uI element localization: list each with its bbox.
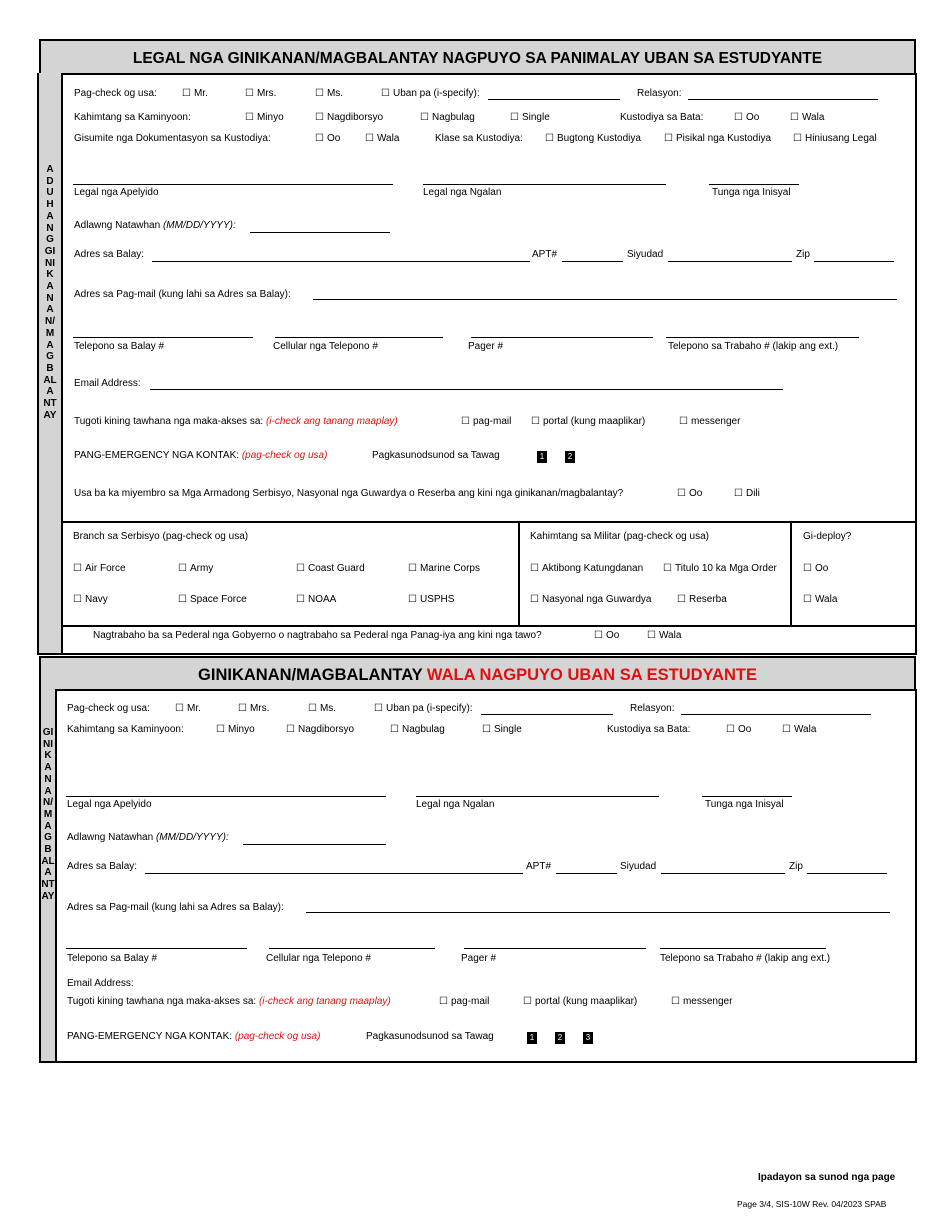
s1-federal-question: Nagtrabaho ba sa Pederal nga Gobyerno o nagtrabaho sa Pederal nga Panag-iya ang kini nga tawo?	[93, 630, 542, 641]
s1-hiniusang-checkbox[interactable]: ☐ Hiniusang Legal	[793, 133, 877, 145]
s1-army-checkbox[interactable]: ☐ Army	[178, 563, 213, 575]
s1-cell-label: Cellular nga Telepono #	[273, 341, 378, 352]
s2-first-name-input[interactable]	[416, 796, 659, 797]
s1-home-phone-input[interactable]	[73, 337, 253, 338]
s2-order-1-checkbox[interactable]: 1	[527, 1032, 537, 1044]
s2-order-2-checkbox[interactable]: 2	[555, 1032, 565, 1044]
s1-apt-input[interactable]	[562, 261, 623, 262]
s2-order-label: Pagkasunodsunod sa Tawag	[366, 1031, 494, 1042]
s1-messenger-checkbox[interactable]: ☐ messenger	[679, 416, 740, 428]
s2-dob-text: Adlawng Natawhan	[67, 832, 154, 843]
s2-relasyon-input[interactable]	[681, 714, 871, 715]
s2-messenger-checkbox[interactable]: ☐ messenger	[671, 996, 732, 1008]
s2-custody-wala-checkbox[interactable]: ☐ Wala	[782, 724, 816, 736]
s1-access-label	[74, 416, 398, 428]
s1-custody-type-label: Klase sa Kustodiya:	[435, 133, 523, 144]
section1-title: LEGAL NGA GINIKANAN/MAGBALANTAY NAGPUYO SA PANIMALAY UBAN SA ESTUDYANTE	[132, 50, 823, 67]
section2-title-black: GINIKANAN/MAGBALANTAY	[198, 666, 423, 684]
s1-relasyon-label: Relasyon:	[637, 88, 682, 99]
s2-middle-input[interactable]	[702, 796, 792, 797]
s1-deployed-wala-checkbox[interactable]: ☐ Wala	[803, 594, 837, 606]
s2-emergency-note: (pag-check og usa)	[234, 1031, 321, 1042]
s1-nagbulag-checkbox[interactable]: ☐ Nagbulag	[420, 112, 475, 124]
s2-access-text: Tugoti kining tawhana nga maka-akses sa:	[67, 996, 257, 1007]
s2-middle-label: Tunga nga Inisyal	[705, 799, 784, 810]
s1-apt-label: APT#	[532, 249, 558, 260]
s2-apt-input[interactable]	[556, 873, 617, 874]
s1-pager-label: Pager #	[468, 341, 504, 352]
s1-space-force-checkbox[interactable]: ☐ Space Force	[178, 594, 247, 606]
s1-mr-checkbox[interactable]: ☐ Mr.	[182, 88, 208, 100]
s2-other-input[interactable]	[481, 714, 613, 715]
s2-minyo-checkbox[interactable]: ☐ Minyo	[216, 724, 255, 736]
s1-mrs-checkbox[interactable]: ☐ Mrs.	[245, 88, 276, 100]
s2-nagbulag-checkbox[interactable]: ☐ Nagbulag	[390, 724, 445, 736]
page-info: Page 3/4, SIS-10W Rev. 04/2023 SPAB	[737, 1199, 887, 1209]
s2-single-checkbox[interactable]: ☐ Single	[482, 724, 522, 736]
s2-home-phone-label: Telepono sa Balay #	[67, 953, 158, 964]
s1-military-oo-checkbox[interactable]: ☐ Oo	[677, 488, 702, 500]
section2-header	[39, 656, 916, 691]
section2-vertical-text: GINIKANAN/MAGBALANTAY	[41, 727, 55, 902]
s1-email-input[interactable]	[150, 389, 783, 390]
s2-order-3-checkbox[interactable]: 3	[583, 1032, 593, 1044]
s2-mr-checkbox[interactable]: ☐ Mr.	[175, 703, 201, 715]
s1-active-checkbox[interactable]: ☐ Aktibong Katungdanan	[530, 563, 643, 575]
s1-military-question: Usa ba ka miyembro sa Mga Armadong Serbisyo, Nasyonal nga Guwardya o Reserba ang kini nga ginikanan/magbalantay?	[74, 488, 624, 499]
s1-home-addr-label: Adres sa Balay:	[74, 249, 145, 260]
s1-other-checkbox[interactable]: ☐ Uban pa (i-specify):	[381, 88, 480, 100]
s1-city-input[interactable]	[668, 261, 792, 262]
s2-relasyon-label: Relasyon:	[630, 703, 675, 714]
s2-work-phone-label: Telepono sa Trabaho # (lakip ang ext.)	[660, 953, 831, 964]
s1-pisikal-checkbox[interactable]: ☐ Pisikal nga Kustodiya	[664, 133, 771, 145]
s1-zip-input[interactable]	[814, 261, 894, 262]
s2-other-checkbox[interactable]: ☐ Uban pa (i-specify):	[374, 703, 473, 715]
s1-federal-wala-checkbox[interactable]: ☐ Wala	[647, 630, 681, 642]
s1-mil-status-label: Kahimtang sa Militar (pag-check og usa)	[530, 531, 709, 542]
s1-order-2-checkbox[interactable]: 2	[565, 451, 575, 463]
s1-email-label: Email Address:	[74, 378, 141, 389]
s1-work-phone-input[interactable]	[666, 337, 859, 338]
s1-minyo-checkbox[interactable]: ☐ Minyo	[245, 112, 284, 124]
s1-last-name-label: Legal nga Apelyido	[74, 187, 159, 198]
s2-home-phone-input[interactable]	[66, 948, 247, 949]
s2-zip-label: Zip	[789, 861, 803, 872]
s1-emergency-label	[74, 450, 327, 462]
s1-cell-input[interactable]	[275, 337, 443, 338]
s1-pagmail-checkbox[interactable]: ☐ pag-mail	[461, 416, 511, 428]
s2-mrs-checkbox[interactable]: ☐ Mrs.	[238, 703, 269, 715]
s2-pager-label: Pager #	[461, 953, 497, 964]
s1-portal-checkbox[interactable]: ☐ portal (kung maaplikar)	[531, 416, 645, 428]
s2-nagdiborsyo-checkbox[interactable]: ☐ Nagdiborsyo	[286, 724, 354, 736]
s1-dob-label	[74, 220, 236, 232]
s1-air-force-checkbox[interactable]: ☐ Air Force	[73, 563, 126, 575]
s1-branch-label: Branch sa Serbisyo (pag-check og usa)	[73, 531, 249, 542]
s2-last-name-label: Legal nga Apelyido	[67, 799, 152, 810]
s2-order-boxes	[527, 1032, 611, 1044]
s2-dob-format: (MM/DD/YYYY):	[155, 832, 229, 843]
s2-home-addr-label: Adres sa Balay:	[67, 861, 138, 872]
s1-zip-label: Zip	[796, 249, 810, 260]
s2-pager-input[interactable]	[464, 948, 646, 949]
s1-city-label: Siyudad	[627, 249, 664, 260]
s1-national-guard-checkbox[interactable]: ☐ Nasyonal nga Guwardya	[530, 594, 651, 606]
s1-access-note: (i-check ang tanang maaplay)	[265, 416, 398, 427]
s1-docs-oo-checkbox[interactable]: ☐ Oo	[315, 133, 340, 145]
s2-city-input[interactable]	[661, 873, 785, 874]
s1-single-checkbox[interactable]: ☐ Single	[510, 112, 550, 124]
s1-custody-docs-label: Gisumite nga Dokumentasyon sa Kustodiya:	[74, 133, 271, 144]
s1-order-boxes	[537, 451, 593, 463]
s1-relasyon-input[interactable]	[688, 99, 878, 100]
s1-middle-label: Tunga nga Inisyal	[712, 187, 791, 198]
s1-dob-format: (MM/DD/YYYY):	[162, 220, 236, 231]
s1-last-name-input[interactable]	[73, 184, 393, 185]
s2-email-label: Email Address:	[67, 978, 134, 989]
s2-emergency-label	[67, 1031, 320, 1043]
s2-dob-label	[67, 832, 229, 844]
s1-navy-checkbox[interactable]: ☐ Navy	[73, 594, 108, 606]
s1-work-phone-label: Telepono sa Trabaho # (lakip ang ext.)	[668, 341, 839, 352]
s2-custody-oo-checkbox[interactable]: ☐ Oo	[726, 724, 751, 736]
s2-zip-input[interactable]	[807, 873, 887, 874]
s2-marital-label: Kahimtang sa Kaminyoon:	[67, 724, 184, 735]
s1-access-text: Tugoti kining tawhana nga maka-akses sa:	[74, 416, 264, 427]
s2-mail-addr-label: Adres sa Pag-mail (kung lahi sa Adres sa Balay):	[67, 902, 284, 913]
s1-first-name-input[interactable]	[423, 184, 666, 185]
s1-first-name-label: Legal nga Ngalan	[423, 187, 502, 198]
s2-city-label: Siyudad	[620, 861, 657, 872]
s1-docs-wala-checkbox[interactable]: ☐ Wala	[365, 133, 399, 145]
s1-usphs-checkbox[interactable]: ☐ USPHS	[408, 594, 454, 606]
s1-mail-addr-label: Adres sa Pag-mail (kung lahi sa Adres sa Balay):	[74, 289, 291, 300]
s1-reserba-checkbox[interactable]: ☐ Reserba	[677, 594, 727, 606]
s1-noaa-checkbox[interactable]: ☐ NOAA	[296, 594, 336, 606]
s1-pager-input[interactable]	[471, 337, 653, 338]
s2-home-addr-input[interactable]	[145, 873, 523, 874]
s2-ms-checkbox[interactable]: ☐ Ms.	[308, 703, 336, 715]
s1-custody-oo-checkbox[interactable]: ☐ Oo	[734, 112, 759, 124]
s1-deployed-label: Gi-deploy?	[803, 531, 852, 542]
s1-dob-text: Adlawng Natawhan	[74, 220, 161, 231]
s1-federal-oo-checkbox[interactable]: ☐ Oo	[594, 630, 619, 642]
s2-emergency-text: PANG-EMERGENCY NGA KONTAK:	[67, 1031, 233, 1042]
s1-marine-checkbox[interactable]: ☐ Marine Corps	[408, 563, 480, 575]
s1-mail-addr-input[interactable]	[313, 299, 897, 300]
s2-first-name-label: Legal nga Ngalan	[416, 799, 495, 810]
continue-note: Ipadayon sa sunod nga page	[758, 1172, 896, 1183]
s2-cell-input[interactable]	[269, 948, 435, 949]
s1-custody-label: Kustodiya sa Bata:	[620, 112, 704, 123]
s1-custody-wala-checkbox[interactable]: ☐ Wala	[790, 112, 824, 124]
s1-dob-input[interactable]	[250, 232, 390, 233]
s2-last-name-input[interactable]	[66, 796, 386, 797]
s1-check-one-label: Pag-check og usa:	[74, 88, 157, 99]
s1-home-addr-input[interactable]	[152, 261, 530, 262]
s2-work-phone-input[interactable]	[660, 948, 826, 949]
s1-home-phone-label: Telepono sa Balay #	[74, 341, 165, 352]
s2-check-one-label: Pag-check og usa:	[67, 703, 150, 714]
s1-middle-input[interactable]	[709, 184, 799, 185]
s2-custody-label: Kustodiya sa Bata:	[607, 724, 691, 735]
s1-order-1-checkbox[interactable]: 1	[537, 451, 547, 463]
s2-cell-label: Cellular nga Telepono #	[266, 953, 371, 964]
s1-military-dili-checkbox[interactable]: ☐ Dili	[734, 488, 760, 500]
s1-bugtong-checkbox[interactable]: ☐ Bugtong Kustodiya	[545, 133, 641, 145]
section2-title-red: WALA NAGPUYO UBAN SA ESTUDYANTE	[426, 666, 757, 684]
s1-order-label: Pagkasunodsunod sa Tawag	[372, 450, 500, 461]
section1-vertical-text: ADUHANG GINIKANAN/MAGBALANTAY	[43, 164, 57, 421]
s1-coast-guard-checkbox[interactable]: ☐ Coast Guard	[296, 563, 365, 575]
s1-other-input[interactable]	[488, 99, 620, 100]
section1-header	[39, 39, 916, 75]
s2-access-label	[67, 996, 391, 1008]
s1-emergency-note: (pag-check og usa)	[241, 450, 328, 461]
s2-dob-input[interactable]	[243, 844, 386, 845]
s1-marital-label: Kahimtang sa Kaminyoon:	[74, 112, 191, 123]
s1-nagdiborsyo-checkbox[interactable]: ☐ Nagdiborsyo	[315, 112, 383, 124]
s1-deployed-oo-checkbox[interactable]: ☐ Oo	[803, 563, 828, 575]
s2-access-note: (i-check ang tanang maaplay)	[258, 996, 391, 1007]
s1-title10-checkbox[interactable]: ☐ Titulo 10 ka Mga Order	[663, 563, 777, 575]
s1-emergency-text: PANG-EMERGENCY NGA KONTAK:	[74, 450, 240, 461]
s2-mail-addr-input[interactable]	[306, 912, 890, 913]
section1-side-label	[37, 73, 63, 655]
s1-ms-checkbox[interactable]: ☐ Ms.	[315, 88, 343, 100]
s2-portal-checkbox[interactable]: ☐ portal (kung maaplikar)	[523, 996, 637, 1008]
s2-pagmail-checkbox[interactable]: ☐ pag-mail	[439, 996, 489, 1008]
s2-apt-label: APT#	[526, 861, 552, 872]
